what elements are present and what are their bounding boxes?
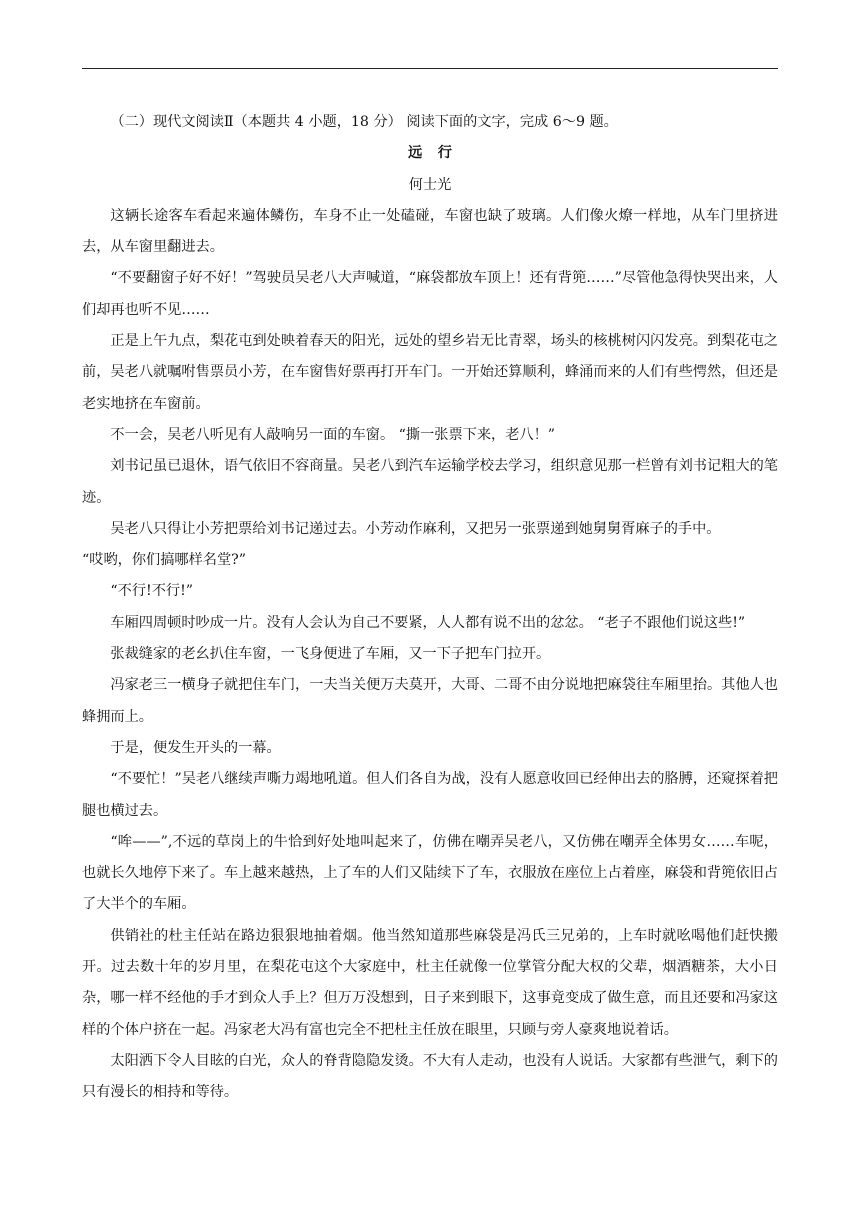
paragraph: 张裁缝家的老幺扒住车窗，一飞身便进了车厢，又一下子把车门拉开。 xyxy=(110,646,551,663)
reading-passage xyxy=(82,107,778,1109)
paragraph: 车厢四周顿时吵成一片。没有人会认为自己不要紧，人人都有说不出的忿忿。 “老子不跟他们说这些!” xyxy=(110,614,746,631)
paragraph: 于是，便发生开头的一幕。 xyxy=(110,739,281,756)
paragraph: 吴老八只得让小芳把票给刘书记递过去。小芳动作麻利，又把另一张票递到她舅舅胥麻子的手中。 xyxy=(110,520,721,537)
paragraph: “不要忙！”吴老八继续声嘶力竭地吼道。但人们各自为战，没有人愿意收回已经伸出去的胳膊，还窥探着把腿也横过去。 xyxy=(82,771,778,819)
paragraph: 不一会，吴老八听见有人敲响另一面的车窗。 “撕一张票下来，老八！” xyxy=(110,426,556,443)
paragraph: 冯家老三一横身子就把住车门，一夫当关便万夫莫开，大哥、二哥不由分说地把麻袋往车厢里抬。其他人也蜂拥而上。 xyxy=(82,677,778,725)
paragraph: 这辆长途客车看起来遍体鳞伤，车身不止一处磕碰，车窗也缺了玻璃。人们像火燎一样地，从车门里挤进去，从车窗里翻进去。 xyxy=(82,207,778,256)
paragraph: 正是上午九点，梨花屯到处映着春天的阳光，远处的望乡岩无比青翠，场头的核桃树闪闪发亮。到梨花屯之前，吴老八就嘱咐售票员小芳，在车窗售好票再打开车门。一开始还算顺利，蜂涌而来的人们有些愕然，但还是老实地挤在车窗前。 xyxy=(82,333,778,412)
paragraph: 刘书记虽已退休，语气依旧不容商量。吴老八到汽车运输学校去学习，组织意见那一栏曾有刘书记粗大的笔迹。 xyxy=(82,458,778,506)
paragraph: “不要翻窗子好不好！”驾驶员吴老八大声喊道，“麻袋都放车顶上！还有背篼……”尽管他急得快哭出来，人们却再也听不见…… xyxy=(82,270,778,318)
section-header: （二）现代文阅读Ⅱ（本题共 4 小题，18 分） 阅读下面的文字，完成 6～9 题。 xyxy=(110,114,618,130)
paragraph: 太阳洒下令人目眩的白光，众人的脊背隐隐发烫。不大有人走动，也没有人说话。大家都有些泄气，剩下的只有漫长的相持和等待。 xyxy=(82,1052,778,1101)
paragraph: “不行!不行!” xyxy=(110,583,194,600)
paragraph: “哎哟，你们搞哪样名堂?” xyxy=(82,552,246,569)
passage-author: 何士光 xyxy=(408,176,452,193)
passage-title: 远行 xyxy=(407,145,468,162)
paragraph: “哞——”,不远的草岗上的牛恰到好处地叫起来了，仿佛在嘲弄吴老八，又仿佛在嘲弄全体男女……车呢，也就长久地停下来了。车上越来越热，上了车的人们又陆续下了车，衣服放在座位上占着座，麻袋和背篼依旧占了大半个的车厢。 xyxy=(82,833,778,913)
paragraph: 供销社的杜主任站在路边狠狠地抽着烟。他当然知道那些麻袋是冯氏三兄弟的，上车时就吆喝他们赶快搬开。过去数十年的岁月里，在梨花屯这个大家庭中，杜主任就像一位掌管分配大权的父辈，烟酒糖茶，大小日杂，哪一样不经他的手才到众人手上？但万万没想到，日子来到眼下，这事竟变成了做生意，而且还要和冯家这样的个体户挤在一起。冯家老大冯有富也完全不把杜主任放在眼里，只顾与旁人豪爽地说着话。 xyxy=(82,927,778,1038)
header-rule xyxy=(82,68,778,69)
